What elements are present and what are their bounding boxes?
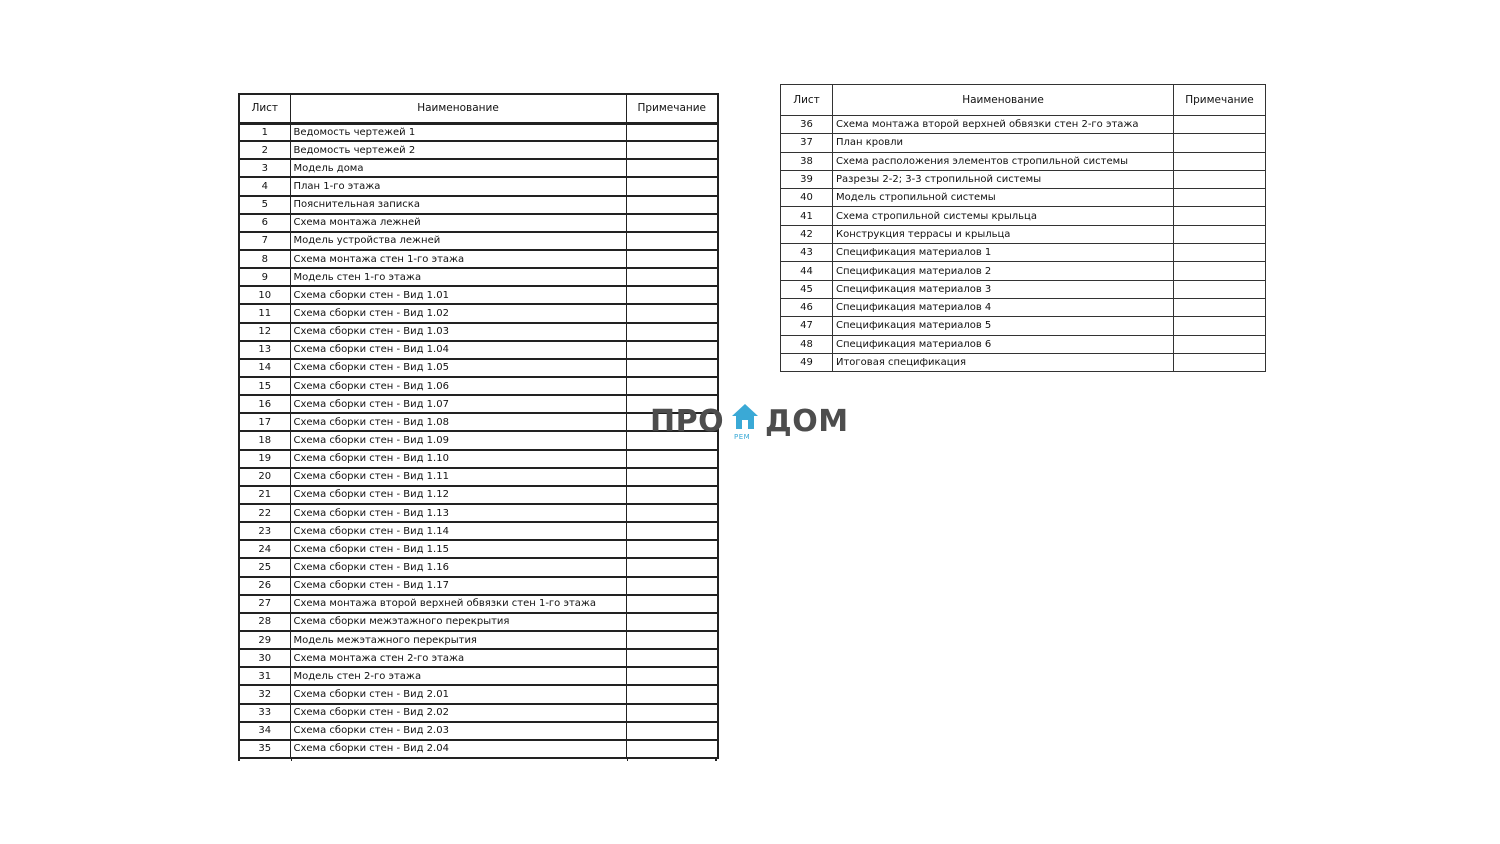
table-row bbox=[781, 116, 1266, 134]
drawing-name-cell: Схема сборки стен - Вид 1.01 bbox=[290, 286, 626, 304]
drawing-name-cell: Схема сборки стен - Вид 2.03 bbox=[290, 722, 626, 740]
note-cell bbox=[626, 740, 718, 758]
note-cell bbox=[626, 377, 718, 395]
table-row bbox=[239, 595, 718, 613]
note-cell bbox=[626, 540, 718, 558]
sheet-number-cell: 15 bbox=[239, 377, 290, 395]
note-cell bbox=[1174, 335, 1266, 353]
note-cell bbox=[626, 450, 718, 468]
sheet-number-cell: 5 bbox=[239, 196, 290, 214]
table-row bbox=[781, 317, 1266, 335]
right-table-body bbox=[781, 116, 1266, 372]
note-cell bbox=[1174, 298, 1266, 316]
table-row bbox=[781, 225, 1266, 243]
drawing-name-cell: Схема сборки стен - Вид 1.13 bbox=[290, 504, 626, 522]
drawing-name-cell: Схема сборки стен - Вид 1.11 bbox=[290, 468, 626, 486]
drawing-name-cell: Схема стропильной системы крыльца bbox=[833, 207, 1174, 225]
table-row bbox=[239, 177, 718, 195]
note-cell bbox=[626, 504, 718, 522]
table-row bbox=[239, 667, 718, 685]
watermark-tag: РЕМ bbox=[734, 433, 751, 441]
sheet-number-cell: 25 bbox=[239, 558, 290, 576]
sheet-number-cell: 13 bbox=[239, 341, 290, 359]
table-row bbox=[781, 335, 1266, 353]
table-row bbox=[781, 262, 1266, 280]
table-row bbox=[239, 395, 718, 413]
note-cell bbox=[626, 722, 718, 740]
note-cell bbox=[626, 359, 718, 377]
note-cell bbox=[626, 323, 718, 341]
sheet-number-cell: 20 bbox=[239, 468, 290, 486]
drawing-name-cell: Схема сборки стен - Вид 1.09 bbox=[290, 431, 626, 449]
table-row bbox=[781, 298, 1266, 316]
note-cell bbox=[626, 304, 718, 322]
table-row bbox=[781, 134, 1266, 152]
table-row bbox=[239, 468, 718, 486]
drawing-name-cell: Конструкция террасы и крыльца bbox=[833, 225, 1174, 243]
drawing-name-cell: Схема сборки стен - Вид 1.17 bbox=[290, 577, 626, 595]
note-cell bbox=[626, 667, 718, 685]
table-header-row bbox=[781, 85, 1266, 116]
drawing-name-cell: Схема сборки межэтажного перекрытия bbox=[290, 613, 626, 631]
watermark-logo bbox=[650, 402, 850, 444]
table-row bbox=[239, 704, 718, 722]
table-row bbox=[239, 196, 718, 214]
sheet-number-cell: 27 bbox=[239, 595, 290, 613]
sheet-number-cell: 32 bbox=[239, 685, 290, 703]
table-row bbox=[781, 189, 1266, 207]
drawing-name-cell: Разрезы 2-2; 3-3 стропильной системы bbox=[833, 170, 1174, 188]
table-row bbox=[239, 268, 718, 286]
drawing-name-cell: Схема сборки стен - Вид 1.05 bbox=[290, 359, 626, 377]
sheet-number-cell: 45 bbox=[781, 280, 833, 298]
table-row bbox=[239, 232, 718, 250]
table-row bbox=[239, 341, 718, 359]
sheet-number-cell: 10 bbox=[239, 286, 290, 304]
note-cell bbox=[1174, 116, 1266, 134]
drawing-name-cell: Схема сборки стен - Вид 1.15 bbox=[290, 540, 626, 558]
sheet-number-cell: 14 bbox=[239, 359, 290, 377]
sheet-number-cell: 16 bbox=[239, 395, 290, 413]
drawing-name-cell: Схема сборки стен - Вид 1.10 bbox=[290, 450, 626, 468]
note-cell bbox=[1174, 353, 1266, 371]
note-cell bbox=[626, 341, 718, 359]
note-cell bbox=[626, 649, 718, 667]
drawing-name-cell: Пояснительная записка bbox=[290, 196, 626, 214]
note-cell bbox=[1174, 152, 1266, 170]
sheet-number-cell: 44 bbox=[781, 262, 833, 280]
drawings-table-left bbox=[238, 93, 719, 759]
drawing-name-cell: Схема сборки стен - Вид 1.02 bbox=[290, 304, 626, 322]
header-note: Примечание bbox=[626, 94, 718, 123]
table-row bbox=[239, 214, 718, 232]
note-cell bbox=[1174, 170, 1266, 188]
sheet-number-cell: 26 bbox=[239, 577, 290, 595]
sheet-number-cell: 17 bbox=[239, 413, 290, 431]
sheet-number-cell: 35 bbox=[239, 740, 290, 758]
drawing-name-cell: Схема сборки стен - Вид 2.01 bbox=[290, 685, 626, 703]
drawing-name-cell: Схема сборки стен - Вид 2.04 bbox=[290, 740, 626, 758]
sheet-number-cell: 11 bbox=[239, 304, 290, 322]
drawing-name-cell: Схема сборки стен - Вид 1.04 bbox=[290, 341, 626, 359]
sheet-number-cell: 24 bbox=[239, 540, 290, 558]
sheet-number-cell: 23 bbox=[239, 522, 290, 540]
drawing-name-cell: Спецификация материалов 4 bbox=[833, 298, 1174, 316]
drawing-name-cell: Схема сборки стен - Вид 1.14 bbox=[290, 522, 626, 540]
drawings-table-right bbox=[780, 84, 1266, 372]
drawing-name-cell: Спецификация материалов 6 bbox=[833, 335, 1174, 353]
left-table-body bbox=[239, 123, 718, 758]
house-icon bbox=[730, 402, 760, 432]
note-cell bbox=[626, 232, 718, 250]
sheet-number-cell: 47 bbox=[781, 317, 833, 335]
sheet-number-cell: 46 bbox=[781, 298, 833, 316]
watermark-word-dom: ДОМ bbox=[765, 404, 849, 439]
table-row bbox=[239, 577, 718, 595]
note-cell bbox=[626, 486, 718, 504]
table-row bbox=[239, 123, 718, 141]
note-cell bbox=[626, 704, 718, 722]
table-row bbox=[239, 631, 718, 649]
table-row bbox=[239, 504, 718, 522]
drawing-name-cell: Итоговая спецификация bbox=[833, 353, 1174, 371]
sheet-number-cell: 38 bbox=[781, 152, 833, 170]
table-row bbox=[239, 685, 718, 703]
sheet-number-cell: 36 bbox=[781, 116, 833, 134]
sheet-number-cell: 3 bbox=[239, 159, 290, 177]
sheet-number-cell: 1 bbox=[239, 123, 290, 141]
sheet-number-cell: 37 bbox=[781, 134, 833, 152]
drawing-name-cell: Схема сборки стен - Вид 1.12 bbox=[290, 486, 626, 504]
note-cell bbox=[626, 159, 718, 177]
drawing-name-cell: Модель стен 2-го этажа bbox=[290, 667, 626, 685]
table-row bbox=[239, 286, 718, 304]
note-cell bbox=[626, 214, 718, 232]
drawing-name-cell: Модель устройства лежней bbox=[290, 232, 626, 250]
table-row bbox=[781, 207, 1266, 225]
sheet-number-cell: 18 bbox=[239, 431, 290, 449]
table-row bbox=[239, 522, 718, 540]
drawing-name-cell: Модель стен 1-го этажа bbox=[290, 268, 626, 286]
note-cell bbox=[626, 177, 718, 195]
drawing-name-cell: Схема монтажа стен 1-го этажа bbox=[290, 250, 626, 268]
drawing-name-cell: Схема монтажа лежней bbox=[290, 214, 626, 232]
drawing-name-cell: План кровли bbox=[833, 134, 1174, 152]
note-cell bbox=[1174, 317, 1266, 335]
sheet-number-cell: 34 bbox=[239, 722, 290, 740]
drawing-name-cell: Модель дома bbox=[290, 159, 626, 177]
header-note: Примечание bbox=[1174, 85, 1266, 116]
drawing-name-cell: Схема монтажа второй верхней обвязки стен 2-го этажа bbox=[833, 116, 1174, 134]
sheet-number-cell: 8 bbox=[239, 250, 290, 268]
note-cell bbox=[1174, 134, 1266, 152]
table-row bbox=[239, 486, 718, 504]
note-cell bbox=[626, 577, 718, 595]
sheet-number-cell: 22 bbox=[239, 504, 290, 522]
table-row bbox=[239, 722, 718, 740]
table-row bbox=[781, 280, 1266, 298]
note-cell bbox=[626, 613, 718, 631]
table-row bbox=[239, 450, 718, 468]
table-row bbox=[239, 413, 718, 431]
note-cell bbox=[1174, 262, 1266, 280]
note-cell bbox=[1174, 225, 1266, 243]
drawing-name-cell: Модель стропильной системы bbox=[833, 189, 1174, 207]
sheet-number-cell: 49 bbox=[781, 353, 833, 371]
drawing-name-cell: Схема сборки стен - Вид 1.07 bbox=[290, 395, 626, 413]
drawing-name-cell: План 1-го этажа bbox=[290, 177, 626, 195]
table-row bbox=[239, 304, 718, 322]
note-cell bbox=[1174, 244, 1266, 262]
table-row bbox=[239, 558, 718, 576]
drawing-name-cell: Схема сборки стен - Вид 1.06 bbox=[290, 377, 626, 395]
drawing-name-cell: Схема расположения элементов стропильной системы bbox=[833, 152, 1174, 170]
note-cell bbox=[626, 286, 718, 304]
table-row bbox=[781, 353, 1266, 371]
drawing-name-cell: Ведомость чертежей 1 bbox=[290, 123, 626, 141]
sheet-number-cell: 4 bbox=[239, 177, 290, 195]
drawing-name-cell: Ведомость чертежей 2 bbox=[290, 141, 626, 159]
header-sheet: Лист bbox=[239, 94, 290, 123]
note-cell bbox=[626, 268, 718, 286]
sheet-number-cell: 19 bbox=[239, 450, 290, 468]
drawing-name-cell: Схема сборки стен - Вид 1.16 bbox=[290, 558, 626, 576]
note-cell bbox=[626, 522, 718, 540]
note-cell bbox=[626, 685, 718, 703]
watermark-word-pro: ПРО bbox=[650, 404, 725, 439]
sheet-number-cell: 9 bbox=[239, 268, 290, 286]
table-row bbox=[239, 740, 718, 758]
note-cell bbox=[626, 196, 718, 214]
sheet-number-cell: 40 bbox=[781, 189, 833, 207]
sheet-number-cell: 31 bbox=[239, 667, 290, 685]
drawing-name-cell: Схема сборки стен - Вид 1.08 bbox=[290, 413, 626, 431]
note-cell bbox=[1174, 189, 1266, 207]
sheet-number-cell: 21 bbox=[239, 486, 290, 504]
table-row bbox=[239, 159, 718, 177]
sheet-number-cell: 7 bbox=[239, 232, 290, 250]
sheet-number-cell: 48 bbox=[781, 335, 833, 353]
sheet-number-cell: 39 bbox=[781, 170, 833, 188]
note-cell bbox=[1174, 207, 1266, 225]
sheet-number-cell: 29 bbox=[239, 631, 290, 649]
note-cell bbox=[626, 250, 718, 268]
header-sheet: Лист bbox=[781, 85, 833, 116]
table-row bbox=[239, 613, 718, 631]
note-cell bbox=[626, 631, 718, 649]
header-name: Наименование bbox=[290, 94, 626, 123]
table-header-row bbox=[239, 94, 718, 123]
table-row bbox=[239, 250, 718, 268]
table-row bbox=[781, 152, 1266, 170]
drawing-name-cell: Спецификация материалов 1 bbox=[833, 244, 1174, 262]
table-row bbox=[239, 431, 718, 449]
table-row bbox=[239, 540, 718, 558]
sheet-number-cell: 28 bbox=[239, 613, 290, 631]
drawing-name-cell: Схема сборки стен - Вид 2.02 bbox=[290, 704, 626, 722]
table-row bbox=[239, 141, 718, 159]
table-row bbox=[239, 649, 718, 667]
sheet-number-cell: 30 bbox=[239, 649, 290, 667]
table-row bbox=[239, 359, 718, 377]
sheet-number-cell: 2 bbox=[239, 141, 290, 159]
note-cell bbox=[626, 141, 718, 159]
cut-off-row bbox=[238, 757, 717, 761]
sheet-number-cell: 43 bbox=[781, 244, 833, 262]
note-cell bbox=[1174, 280, 1266, 298]
sheet-number-cell: 12 bbox=[239, 323, 290, 341]
note-cell bbox=[626, 558, 718, 576]
sheet-number-cell: 6 bbox=[239, 214, 290, 232]
note-cell bbox=[626, 468, 718, 486]
note-cell bbox=[626, 123, 718, 141]
sheet-number-cell: 33 bbox=[239, 704, 290, 722]
drawing-name-cell: Схема монтажа второй верхней обвязки стен 1-го этажа bbox=[290, 595, 626, 613]
drawing-name-cell: Модель межэтажного перекрытия bbox=[290, 631, 626, 649]
table-row bbox=[781, 244, 1266, 262]
table-row bbox=[239, 323, 718, 341]
note-cell bbox=[626, 595, 718, 613]
table-row bbox=[781, 170, 1266, 188]
sheet-number-cell: 42 bbox=[781, 225, 833, 243]
drawing-name-cell: Схема монтажа стен 2-го этажа bbox=[290, 649, 626, 667]
sheet-number-cell: 41 bbox=[781, 207, 833, 225]
drawing-name-cell: Спецификация материалов 3 bbox=[833, 280, 1174, 298]
table-row bbox=[239, 377, 718, 395]
drawing-name-cell: Спецификация материалов 5 bbox=[833, 317, 1174, 335]
header-name: Наименование bbox=[833, 85, 1174, 116]
drawing-name-cell: Спецификация материалов 2 bbox=[833, 262, 1174, 280]
drawing-name-cell: Схема сборки стен - Вид 1.03 bbox=[290, 323, 626, 341]
